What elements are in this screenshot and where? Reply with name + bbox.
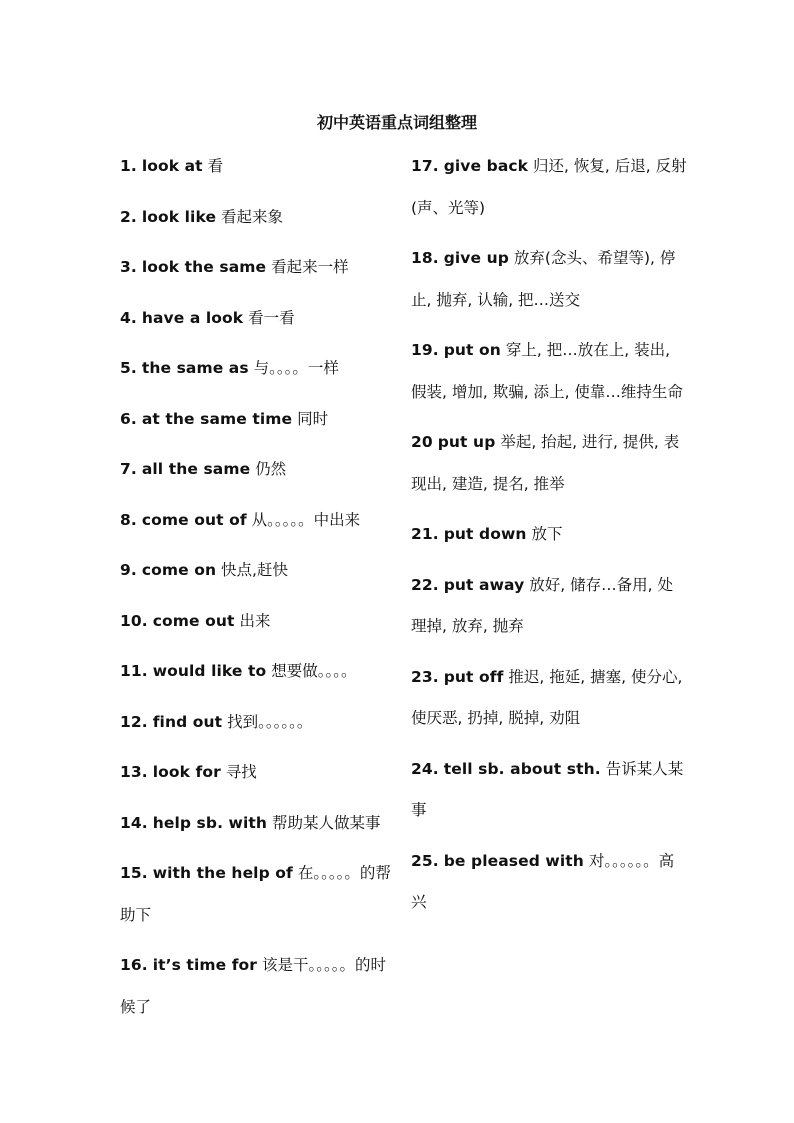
phrase-meaning: 想要做。。。。 [271,662,357,680]
phrase-meaning: 看一看 [248,308,295,327]
phrase-number: 22. [411,575,439,594]
phrase-english: would like to [152,662,267,680]
phrase-entry [120,399,395,441]
phrase-english: be pleased with [443,851,584,870]
phrase-english: look the same [141,258,267,276]
phrase-english: tell sb. about sth. [443,759,601,778]
phrase-entry [411,238,687,321]
phrase-english: come out [152,611,235,630]
phrase-english: have a look [141,308,244,327]
phrase-meaning: 推迟, 拖延, 搪塞, 使分心, 使厌恶, 扔掉, 脱掉, 劝阻 [411,667,683,727]
phrase-entry [411,514,687,556]
phrase-english: put off [443,667,504,686]
phrase-entry [120,702,395,744]
phrase-entry [120,348,395,390]
phrase-meaning: 对。。。。。。高兴 [411,851,675,911]
phrase-entry [120,752,395,794]
phrase-number: 8. [120,510,137,529]
phrase-entry [120,945,395,1028]
phrase-english: give up [443,249,509,267]
phrase-number: 6. [120,409,137,428]
phrase-entry [120,197,395,239]
phrase-entry [120,601,395,643]
phrase-number: 10. [120,611,148,630]
phrase-number: 5. [120,359,137,377]
phrase-meaning: 看 [207,157,224,175]
phrase-english: put down [443,525,527,543]
phrase-number: 11. [120,662,148,680]
phrase-meaning: 归还, 恢复, 后退, 反射(声、光等) [411,157,687,217]
phrase-english: put on [443,341,501,359]
phrase-entry [411,565,687,648]
page-title: 初中英语重点词组整理 [316,113,477,132]
left-column [120,146,395,1037]
phrase-meaning: 放好, 储存…备用, 处理掉, 放弃, 抛弃 [411,575,673,635]
phrase-entry [411,330,687,413]
phrase-meaning: 看起来象 [221,207,284,226]
phrase-meaning: 放下 [531,525,563,543]
phrase-entry [411,146,687,229]
phrase-english: give back [443,157,529,175]
phrase-number: 7. [120,460,137,478]
phrase-number: 14. [120,813,148,832]
phrase-meaning: 该是干。。。。。的时候了 [120,956,387,1016]
phrase-entry [120,146,395,188]
phrase-entry [120,550,395,592]
phrase-entry [120,803,395,845]
phrase-number: 16. [120,956,148,974]
phrase-english: find out [152,712,223,731]
phrase-english: look like [141,207,217,226]
phrase-entry [120,298,395,340]
phrase-english: put away [443,575,525,594]
right-column [411,146,687,933]
phrase-entry [120,449,395,491]
phrase-meaning: 从。。。。。中出来 [251,510,361,529]
phrase-number: 25. [411,851,439,870]
phrase-entry [411,657,687,740]
phrase-number: 13. [120,763,148,781]
phrase-meaning: 穿上, 把…放在上, 装出, 假装, 增加, 欺骗, 添上, 使靠…维持生命 [411,341,683,401]
phrase-number: 18. [411,249,439,267]
phrase-meaning: 出来 [239,611,271,630]
phrase-number: 4. [120,308,137,327]
phrase-english: put up [437,433,496,451]
phrase-entry [120,500,395,542]
phrase-english: look for [152,763,221,781]
phrase-number: 23. [411,667,439,686]
phrase-entry [411,749,687,832]
phrase-english: at the same time [141,409,293,428]
phrase-number: 15. [120,864,148,882]
phrase-number: 24. [411,759,439,778]
phrase-english: look at [141,157,203,175]
phrase-number: 21. [411,525,439,543]
phrase-entry [120,247,395,289]
phrase-meaning: 与。。。。一样 [253,359,339,377]
phrase-number: 19. [411,341,439,359]
phrase-meaning: 看起来一样 [271,258,349,276]
phrase-number: 1. [120,157,137,175]
phrase-entry [120,853,395,936]
phrase-entry [411,841,687,924]
phrase-english: the same as [141,359,249,377]
phrase-meaning: 仍然 [255,460,287,478]
phrase-number: 9. [120,561,137,579]
phrase-number: 17. [411,157,439,175]
phrase-number: 3. [120,258,137,276]
phrase-meaning: 帮助某人做某事 [271,813,381,832]
phrase-meaning: 快点,赶快 [221,561,288,579]
phrase-number: 20 [411,433,433,451]
phrase-english: come out of [141,510,247,529]
phrase-meaning: 找到。。。。。。 [227,712,313,731]
phrase-meaning: 在。。。。。的帮助下 [120,864,391,924]
phrase-english: it’s time for [152,956,258,974]
phrase-meaning: 寻找 [225,763,257,781]
phrase-english: come on [141,561,217,579]
phrase-meaning: 举起, 抬起, 进行, 提供, 表现出, 建造, 提名, 推举 [411,433,680,493]
phrase-meaning: 告诉某人某事 [411,759,684,819]
phrase-number: 2. [120,207,137,226]
phrase-english: with the help of [152,864,293,882]
phrase-meaning: 放弃(念头、希望等), 停止, 抛弃, 认输, 把…送交 [411,249,676,309]
phrase-english: help sb. with [152,813,268,832]
phrase-english: all the same [141,460,251,478]
phrase-entry [120,651,395,693]
phrase-entry [411,422,687,505]
phrase-meaning: 同时 [297,409,329,428]
phrase-number: 12. [120,712,148,731]
